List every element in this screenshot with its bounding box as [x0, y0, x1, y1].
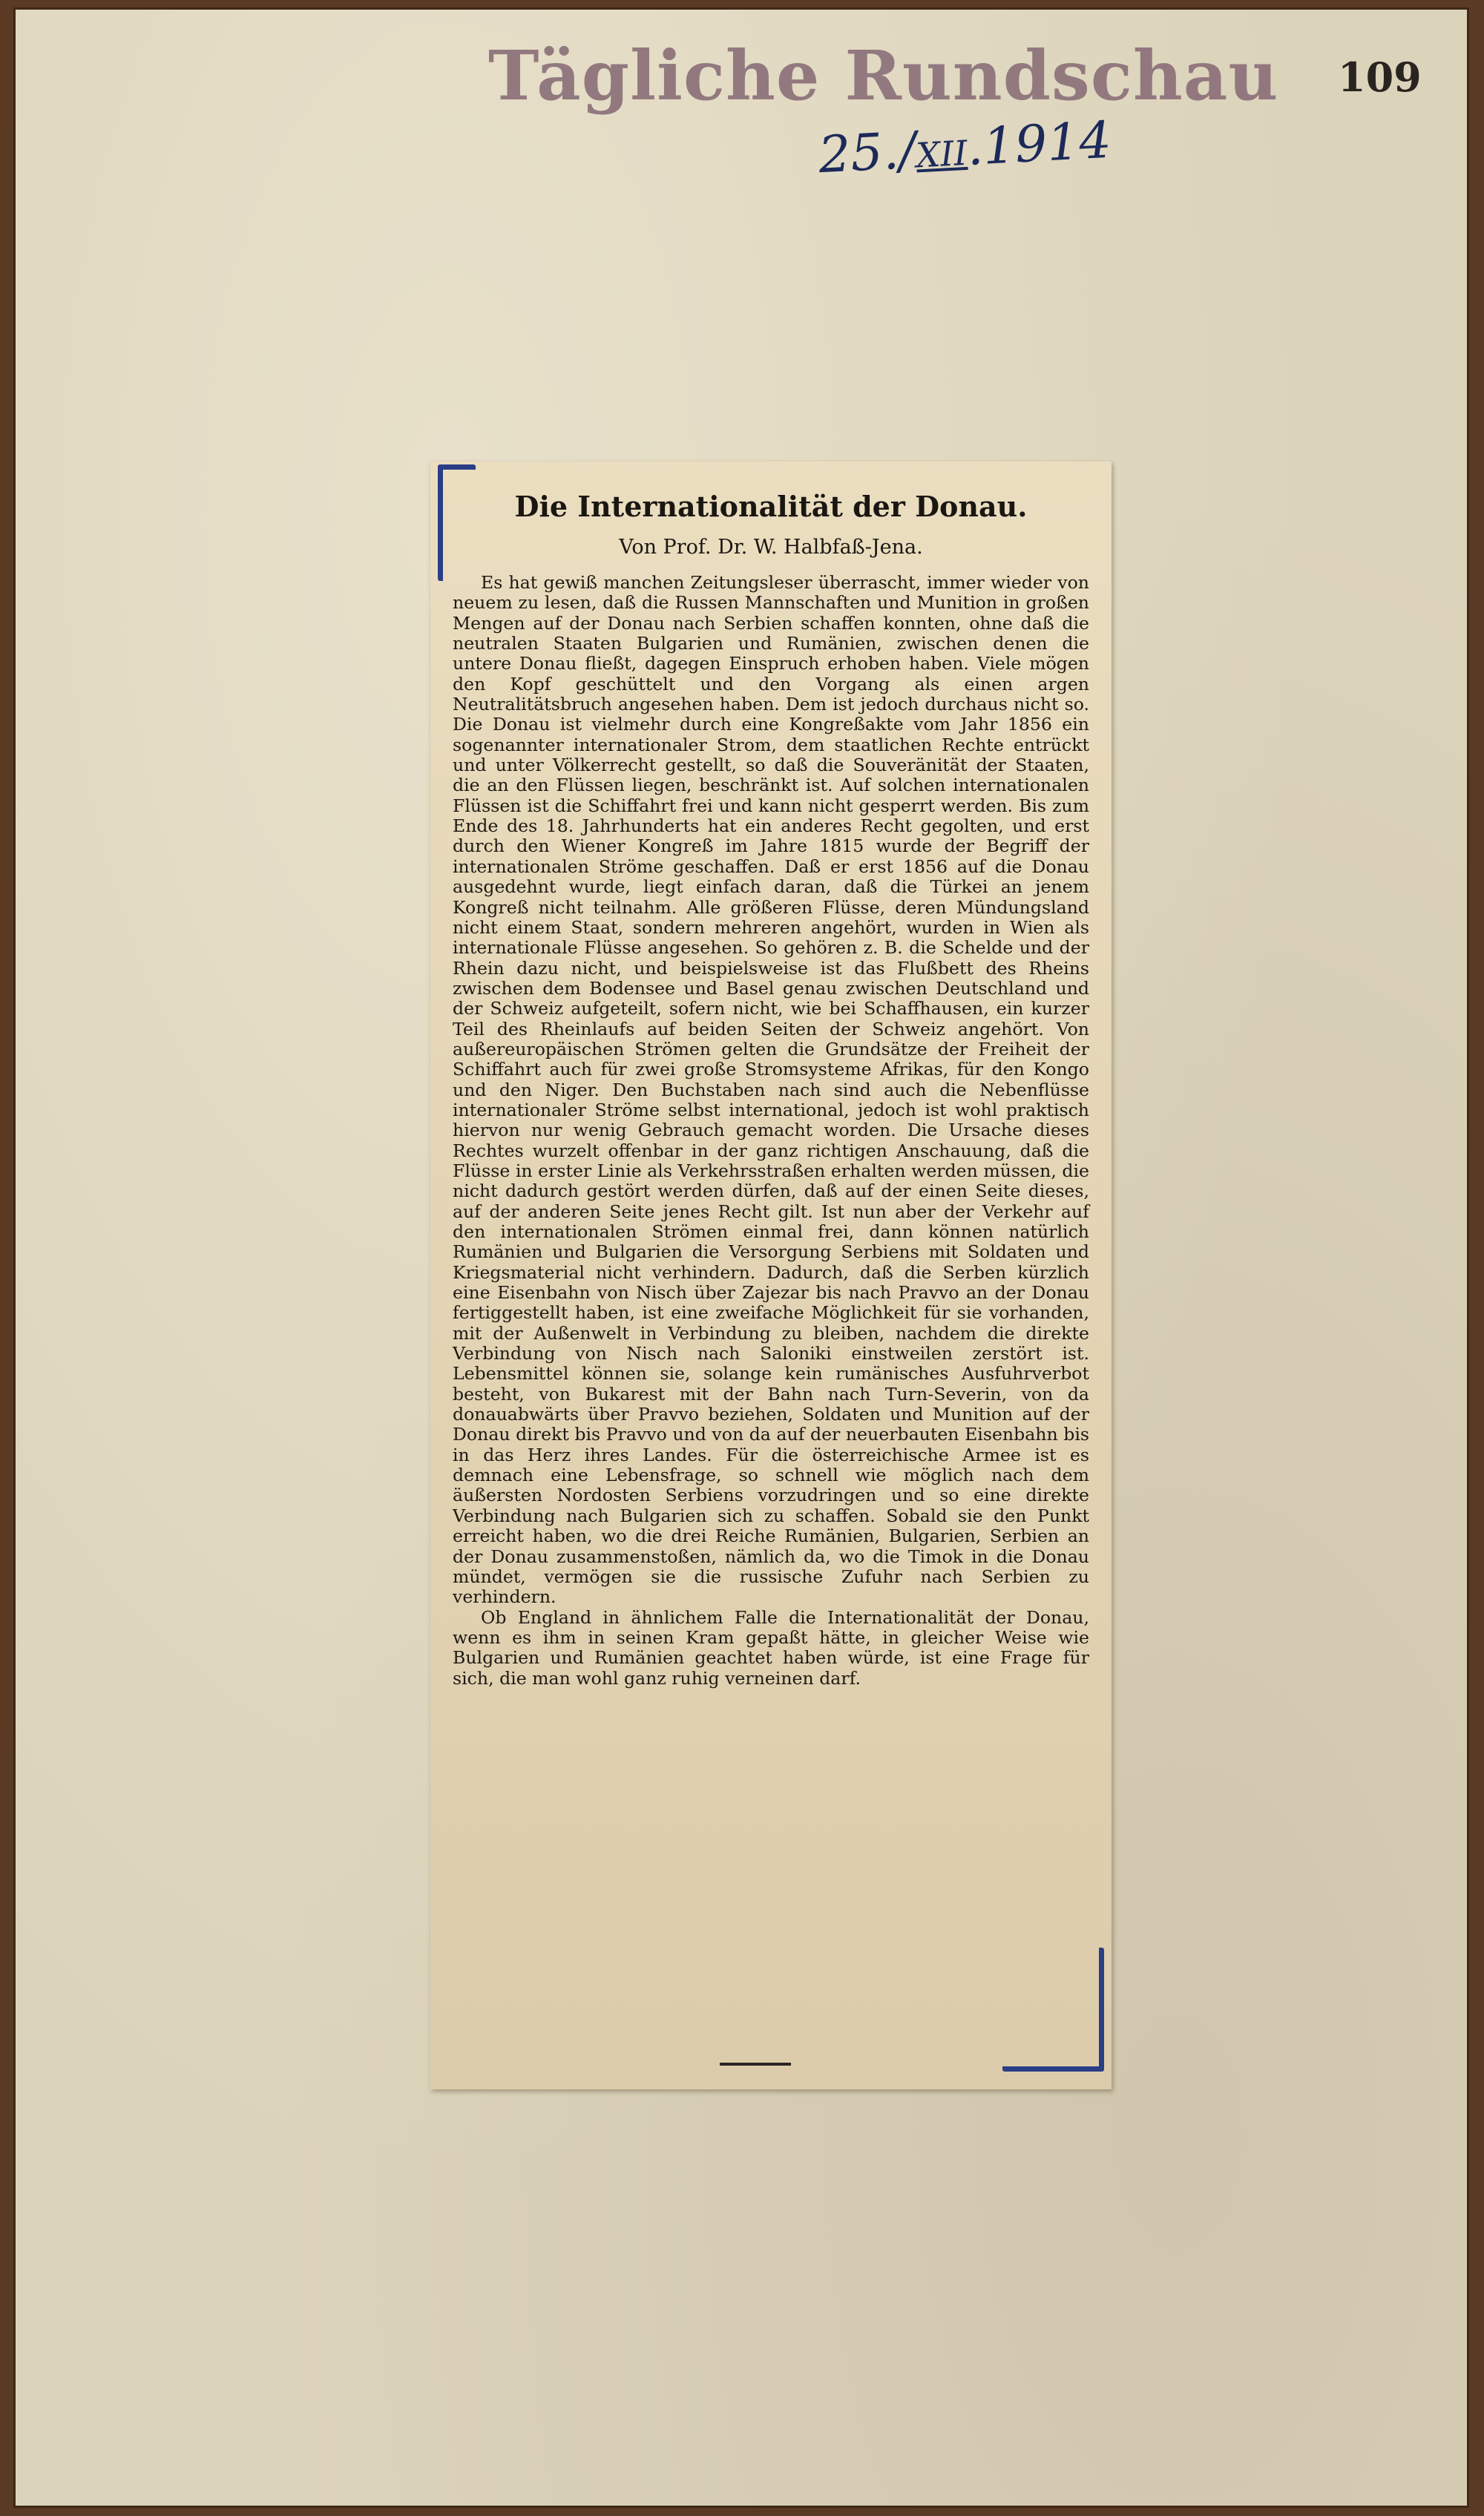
- page-number: 109: [1338, 53, 1422, 101]
- date-separator: /: [897, 121, 918, 181]
- newspaper-stamp-title: Tägliche Rundschau: [488, 36, 1279, 116]
- handwritten-date: [817, 111, 1112, 185]
- date-day: 25.: [817, 122, 901, 185]
- article-title: Die Internationalität der Donau.: [514, 490, 1028, 523]
- archive-sheet: [13, 7, 1469, 2508]
- article-byline: Von Prof. Dr. W. Halbfaß-Jena.: [619, 536, 923, 559]
- newspaper-clipping: [430, 462, 1112, 2089]
- blue-pencil-mark-bottom-right: [1002, 1948, 1104, 2072]
- date-month: XII: [915, 132, 968, 176]
- article-body: [453, 573, 1089, 1689]
- date-year: 1914: [981, 111, 1113, 177]
- article-paragraph: Es hat gewiß manchen Zeitungsleser überrascht, immer wieder von neuem zu lesen, daß die Russen Mannschaften und Munition in großen Mengen auf der Donau nach Serbien schaffen konnten, ohne daß die neutralen Staaten Bulgarien und Rumänien, zwischen denen die untere Donau fließt, dagegen Einspruch erhoben haben. Viele mögen den Kopf geschüttelt und den Vorgang als einen argen Neutralitätsbruch angesehen haben. Dem ist jedoch durchaus nicht so. Die Donau ist vielmehr durch eine Kongreßakte vom Jahr 1856 ein sogenannter internationaler Strom, dem staatlichen Rechte entrückt und unter Völkerrecht gestellt, so daß die Souveränität der Staaten, die an den Flüssen liegen, beschränkt ist. Auf solchen internationalen Flüssen ist die Schiffahrt frei und kann nicht gesperrt werden. Bis zum Ende des 18. Jahrhunderts hat ein anderes Recht gegolten, und erst durch den Wiener Kongreß im Jahre 1815 wurde der Begriff der internationalen Ströme geschaffen. Daß er erst 1856 auf die Donau ausgedehnt wurde, liegt einfach daran, daß die Türkei an jenem Kongreß nicht teilnahm. Alle größeren Flüsse, deren Mündungsland nicht einem Staat, sondern mehreren angehört, wurden in Wien als internationale Flüsse angesehen. So gehören z. B. die Schelde und der Rhein dazu nicht, und beispielsweise ist das Flußbett des Rheins zwischen dem Bodensee und Basel genau zwischen Deutschland und der Schweiz aufgeteilt, sofern nicht, wie bei Schaffhausen, ein kurzer Teil des Rheinlaufs auf beiden Seiten der Schweiz angehört. Von außereuropäischen Strömen gelten die Grundsätze der Freiheit der Schiffahrt auch für zwei große Stromsysteme Afrikas, für den Kongo und den Niger. Den Buchstaben nach sind auch die Nebenflüsse internationaler Ströme selbst international, jedoch ist wohl praktisch hiervon nur wenig Gebrauch gemacht worden. Die Ursache dieses Rechtes wurzelt offenbar in der ganz richtigen Anschauung, daß die Flüsse in erster Linie als Verkehrsstraßen erhalten werden müssen, die nicht dadurch gestört werden dürfen, daß auf der einen Seite dieses, auf der anderen Seite jenes Recht gilt. Ist nun aber der Verkehr auf den internationalen Strömen einmal frei, dann können natürlich Rumänien und Bulgarien die Versorgung Serbiens mit Soldaten und Kriegsmaterial nicht verhindern. Dadurch, daß die Serben kürzlich eine Eisenbahn von Nisch über Zajezar bis nach Pravvo an der Donau fertiggestellt haben, ist eine zweifache Möglichkeit für sie vorhanden, mit der Außenwelt in Verbindung zu bleiben, nachdem die direkte Verbindung von Nisch nach Saloniki einstweilen zerstört ist. Lebensmittel können sie, solange kein rumänisches Ausfuhrverbot besteht, von Bukarest mit der Bahn nach Turn-Severin, von da donauabwärts über Pravvo beziehen, Soldaten und Munition auf der Donau direkt bis Pravvo und von da auf der neuerbauten Eisenbahn bis in das Herz ihres Landes. Für die österreichische Armee ist es demnach eine Lebensfrage, so schnell wie möglich nach dem äußersten Nordosten Serbiens vorzudringen und so eine direkte Verbindung nach Bulgarien sich zu schaffen. Sobald sie den Punkt erreicht haben, wo die drei Reiche Rumänien, Bulgarien, Serbien an der Donau zusammenstoßen, nämlich da, wo die Timok in die Donau mündet, vermögen sie die russische Zufuhr nach Serbien zu verhindern.: [453, 572, 1089, 1608]
- article-paragraph: Ob England in ähnlichem Falle die Internationalität der Donau, wenn es ihm in seinen Kram gepaßt hätte, in gleicher Weise wie Bulgarien und Rumänien geachtet haben würde, ist eine Frage für sich, die man wohl ganz ruhig verneinen darf.: [453, 1606, 1089, 1689]
- article-end-rule: [720, 2063, 791, 2066]
- date-dot: .: [965, 117, 985, 177]
